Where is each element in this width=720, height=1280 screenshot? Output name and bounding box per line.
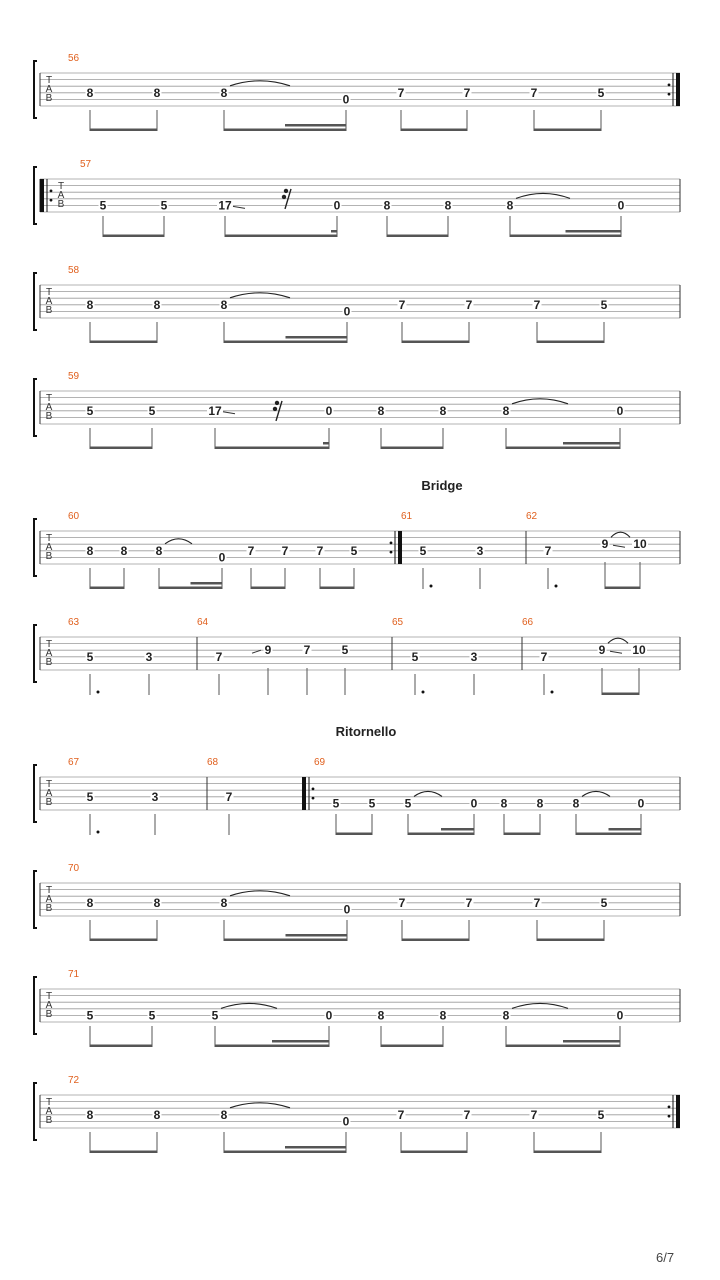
fret-number: 3 xyxy=(145,649,153,664)
note-beam xyxy=(506,447,620,450)
tab-clef-letter: T xyxy=(45,75,53,86)
fret-number: 8 xyxy=(153,1107,161,1122)
tab-system xyxy=(34,724,680,835)
rhythm-dot xyxy=(422,691,425,694)
fret-number: 5 xyxy=(350,543,358,558)
system-bracket xyxy=(34,871,37,928)
system-bracket xyxy=(34,519,37,576)
fret-number: 8 xyxy=(444,198,452,213)
tab-clef-letter: B xyxy=(45,551,53,562)
fret-number: 7 xyxy=(303,643,311,658)
tie-arc xyxy=(230,891,290,896)
note-beam xyxy=(563,1040,620,1043)
tie-arc xyxy=(230,81,290,86)
measure-number: 68 xyxy=(207,757,219,768)
measure-number: 64 xyxy=(197,617,209,628)
fret-number: 8 xyxy=(377,1008,385,1023)
note-beam xyxy=(90,939,157,942)
fret-number: 10 xyxy=(633,537,647,552)
measure-number: 63 xyxy=(68,617,80,628)
fret-number: 7 xyxy=(215,649,223,664)
fret-number: 5 xyxy=(600,297,608,312)
note-beam xyxy=(285,1146,346,1149)
system-bracket xyxy=(34,765,37,822)
note-beam xyxy=(510,235,621,238)
note-beam xyxy=(286,934,348,937)
tab-clef-letter: A xyxy=(57,190,65,201)
measure xyxy=(68,371,680,449)
fret-number: 0 xyxy=(637,796,645,811)
fret-number: 7 xyxy=(397,85,405,100)
fret-number: 7 xyxy=(533,297,541,312)
rhythm-dot xyxy=(555,585,558,588)
note-beam xyxy=(602,693,639,696)
measure xyxy=(68,757,207,835)
fret-number: 8 xyxy=(220,895,228,910)
note-beam xyxy=(90,447,152,450)
slide-mark xyxy=(233,206,245,208)
fret-number: 0 xyxy=(343,304,351,319)
fret-number: 7 xyxy=(398,297,406,312)
tie-arc xyxy=(582,791,610,796)
rhythm-dot xyxy=(97,691,100,694)
note-beam xyxy=(224,939,347,942)
fret-number: 7 xyxy=(540,649,548,664)
tie-arc xyxy=(221,1003,277,1008)
fret-number: 7 xyxy=(281,543,289,558)
fret-number: 8 xyxy=(86,543,94,558)
note-beam xyxy=(566,230,622,233)
fret-number: 0 xyxy=(325,403,333,418)
tab-system xyxy=(34,371,680,449)
fret-number: 5 xyxy=(86,1008,94,1023)
fret-number: 8 xyxy=(86,1107,94,1122)
repeat-dot xyxy=(390,542,393,545)
tab-clef-letter: T xyxy=(45,393,53,404)
fret-number: 3 xyxy=(151,789,159,804)
tab-clef-letter: T xyxy=(57,181,65,192)
note-beam xyxy=(381,1045,443,1048)
note-beam xyxy=(534,1151,601,1154)
fret-number: 5 xyxy=(160,198,168,213)
fret-number: 8 xyxy=(383,198,391,213)
fret-number: 8 xyxy=(502,1008,510,1023)
tab-clef-letter: B xyxy=(45,1009,53,1020)
tie-arc xyxy=(230,1103,290,1108)
system-bracket xyxy=(34,61,37,118)
fret-number: 8 xyxy=(220,297,228,312)
note-beam xyxy=(103,235,164,238)
note-beam xyxy=(537,939,604,942)
fret-number: 5 xyxy=(419,543,427,558)
fret-number: 8 xyxy=(86,85,94,100)
tab-clef-letter: A xyxy=(45,402,53,413)
measure-number: 70 xyxy=(68,863,80,874)
tie-arc xyxy=(230,293,290,298)
tab-clef-letter: T xyxy=(45,287,53,298)
section-title: Bridge xyxy=(421,478,463,493)
fret-number: 8 xyxy=(153,297,161,312)
fret-number: 8 xyxy=(153,895,161,910)
note-beam xyxy=(401,1151,467,1154)
tab-clef-letter: A xyxy=(45,84,53,95)
repeat-thick-bar xyxy=(676,1095,680,1128)
repeat-dot xyxy=(668,1115,671,1118)
tab-system xyxy=(34,53,680,131)
measure-number: 66 xyxy=(522,617,534,628)
measure xyxy=(522,617,680,695)
tab-clef-letter: B xyxy=(45,797,53,808)
tab-clef-letter: B xyxy=(45,1115,53,1126)
rest-flag xyxy=(275,401,279,405)
measure xyxy=(401,511,526,589)
fret-number: 8 xyxy=(439,403,447,418)
system-bracket xyxy=(34,625,37,682)
fret-number: 7 xyxy=(463,1107,471,1122)
fret-number: 10 xyxy=(632,643,646,658)
measure-number: 72 xyxy=(68,1075,80,1086)
fret-number: 5 xyxy=(597,85,605,100)
fret-number: 0 xyxy=(342,1114,350,1129)
note-beam xyxy=(285,124,346,127)
tie-arc xyxy=(611,532,630,537)
tab-clef-letter: A xyxy=(45,1000,53,1011)
repeat-thick-bar xyxy=(398,531,402,564)
note-beam xyxy=(506,1045,620,1048)
note-beam xyxy=(224,341,347,344)
fret-number: 7 xyxy=(465,895,473,910)
note-beam xyxy=(224,129,346,132)
measure xyxy=(68,863,680,941)
fret-number: 7 xyxy=(397,1107,405,1122)
fret-number: 7 xyxy=(463,85,471,100)
fret-number: 0 xyxy=(325,1008,333,1023)
repeat-thick-bar xyxy=(676,73,680,106)
note-beam xyxy=(402,341,469,344)
rest-flag xyxy=(273,407,277,411)
note-beam xyxy=(605,587,640,590)
measure-number: 59 xyxy=(68,371,80,382)
note-beam xyxy=(401,129,467,132)
tab-system xyxy=(34,863,680,941)
measure xyxy=(68,53,680,131)
fret-number: 0 xyxy=(343,902,351,917)
fret-number: 8 xyxy=(220,85,228,100)
fret-number: 8 xyxy=(86,895,94,910)
note-beam xyxy=(191,582,223,585)
fret-number: 7 xyxy=(544,543,552,558)
fret-number: 0 xyxy=(470,796,478,811)
fret-number: 8 xyxy=(377,403,385,418)
tab-clef-letter: A xyxy=(45,1106,53,1117)
tab-clef-letter: T xyxy=(45,991,53,1002)
tab-clef-letter: B xyxy=(45,657,53,668)
fret-number: 8 xyxy=(500,796,508,811)
fret-number: 8 xyxy=(502,403,510,418)
note-beam xyxy=(537,341,604,344)
note-beam xyxy=(336,833,372,836)
measure xyxy=(526,511,680,589)
rhythm-dot xyxy=(97,831,100,834)
measure-number: 65 xyxy=(392,617,404,628)
fret-number: 8 xyxy=(155,543,163,558)
repeat-dot xyxy=(312,797,315,800)
fret-number: 8 xyxy=(220,1107,228,1122)
tab-clef-letter: B xyxy=(57,199,65,210)
fret-number: 8 xyxy=(506,198,514,213)
measure-number: 58 xyxy=(68,265,80,276)
fret-number: 3 xyxy=(476,543,484,558)
fret-number: 5 xyxy=(86,403,94,418)
note-beam xyxy=(402,939,469,942)
note-beam xyxy=(251,587,285,590)
measure xyxy=(392,617,522,695)
tab-clef-letter: T xyxy=(45,1097,53,1108)
fret-number: 0 xyxy=(617,198,625,213)
repeat-thick-bar xyxy=(40,179,44,212)
slide-mark xyxy=(613,545,625,547)
repeat-dot xyxy=(50,190,53,193)
tab-system xyxy=(34,969,680,1047)
fret-number: 5 xyxy=(86,789,94,804)
tie-arc xyxy=(165,539,192,544)
fret-number: 17 xyxy=(208,403,222,418)
fret-number: 5 xyxy=(600,895,608,910)
measure-number: 60 xyxy=(68,511,80,522)
fret-number: 7 xyxy=(530,85,538,100)
tab-clef-letter: T xyxy=(45,639,53,650)
measure-number: 56 xyxy=(68,53,80,64)
fret-number: 0 xyxy=(333,198,341,213)
repeat-dot xyxy=(668,84,671,87)
measure xyxy=(68,1075,680,1153)
fret-number: 5 xyxy=(148,403,156,418)
rest-flag xyxy=(282,195,286,199)
fret-number: 5 xyxy=(211,1008,219,1023)
tie-arc xyxy=(414,791,442,796)
note-beam xyxy=(504,833,540,836)
system-bracket xyxy=(34,273,37,330)
note-beam xyxy=(90,341,157,344)
fret-number: 17 xyxy=(218,198,232,213)
measure xyxy=(68,617,197,695)
fret-number: 9 xyxy=(264,643,272,658)
fret-number: 7 xyxy=(465,297,473,312)
fret-number: 3 xyxy=(470,649,478,664)
fret-number: 5 xyxy=(404,796,412,811)
measure xyxy=(207,757,304,835)
fret-number: 9 xyxy=(598,643,606,658)
page-number: 6/7 xyxy=(656,1250,675,1265)
note-beam xyxy=(441,828,474,831)
measure-number: 71 xyxy=(68,969,80,980)
fret-number: 0 xyxy=(616,1008,624,1023)
fret-number: 5 xyxy=(86,649,94,664)
repeat-thick-bar xyxy=(302,777,306,810)
fret-number: 5 xyxy=(368,796,376,811)
note-beam xyxy=(90,1045,152,1048)
tab-clef-letter: B xyxy=(45,903,53,914)
tab-clef-letter: A xyxy=(45,894,53,905)
measure-number: 62 xyxy=(526,511,538,522)
tab-clef-letter: T xyxy=(45,533,53,544)
measure xyxy=(197,617,392,695)
fret-number: 5 xyxy=(99,198,107,213)
rhythm-dot xyxy=(430,585,433,588)
tab-system xyxy=(34,478,680,589)
note-beam xyxy=(387,235,448,238)
measure xyxy=(302,757,680,835)
fret-number: 5 xyxy=(148,1008,156,1023)
fret-number: 8 xyxy=(439,1008,447,1023)
repeat-dot xyxy=(390,551,393,554)
tie-arc xyxy=(512,399,568,404)
note-beam xyxy=(272,1040,329,1043)
system-bracket xyxy=(34,977,37,1034)
note-beam xyxy=(320,587,354,590)
measure-number: 67 xyxy=(68,757,80,768)
measure-number: 57 xyxy=(80,159,92,170)
fret-number: 7 xyxy=(316,543,324,558)
tie-arc xyxy=(516,193,570,198)
note-beam xyxy=(224,1151,346,1154)
tab-system xyxy=(34,617,680,695)
note-beam xyxy=(609,828,642,831)
tie-arc xyxy=(512,1003,568,1008)
note-beam xyxy=(159,587,222,590)
measure xyxy=(68,511,402,589)
measure-number: 61 xyxy=(401,511,413,522)
fret-number: 0 xyxy=(616,403,624,418)
tab-clef-letter: A xyxy=(45,648,53,659)
note-beam xyxy=(215,1045,329,1048)
fret-number: 7 xyxy=(398,895,406,910)
tab-clef-letter: A xyxy=(45,542,53,553)
note-beam xyxy=(331,230,337,233)
tab-clef-letter: T xyxy=(45,885,53,896)
fret-number: 8 xyxy=(153,85,161,100)
measure xyxy=(68,265,680,343)
note-beam xyxy=(215,447,329,450)
fret-number: 0 xyxy=(218,550,226,565)
section-title: Ritornello xyxy=(335,724,397,739)
note-beam xyxy=(90,129,157,132)
note-beam xyxy=(225,235,337,238)
tab-clef-letter: A xyxy=(45,788,53,799)
note-beam xyxy=(381,447,443,450)
system-bracket xyxy=(34,1083,37,1140)
fret-number: 0 xyxy=(342,92,350,107)
fret-number: 9 xyxy=(601,537,609,552)
fret-number: 7 xyxy=(247,543,255,558)
tab-clef-letter: B xyxy=(45,305,53,316)
measure-number: 69 xyxy=(314,757,326,768)
tie-arc xyxy=(608,638,628,643)
tab-clef-letter: B xyxy=(45,93,53,104)
note-beam xyxy=(563,442,620,445)
system-bracket xyxy=(34,167,37,224)
note-beam xyxy=(286,336,348,339)
fret-number: 5 xyxy=(411,649,419,664)
fret-number: 7 xyxy=(530,1107,538,1122)
repeat-dot xyxy=(668,1106,671,1109)
note-beam xyxy=(534,129,601,132)
tab-clef-letter: T xyxy=(45,779,53,790)
measure xyxy=(80,159,680,237)
tab-clef-letter: A xyxy=(45,296,53,307)
tab-system xyxy=(34,159,680,237)
fret-number: 8 xyxy=(86,297,94,312)
repeat-dot xyxy=(668,93,671,96)
fret-number: 5 xyxy=(597,1107,605,1122)
tab-system xyxy=(34,1075,680,1153)
rest-flag xyxy=(284,189,288,193)
slide-mark xyxy=(252,650,261,653)
slide-mark xyxy=(223,412,235,414)
fret-number: 5 xyxy=(332,796,340,811)
tab-system xyxy=(34,265,680,343)
note-beam xyxy=(408,833,474,836)
rhythm-dot xyxy=(551,691,554,694)
note-beam xyxy=(90,1151,157,1154)
note-beam xyxy=(90,587,124,590)
measure xyxy=(68,969,680,1047)
fret-number: 8 xyxy=(572,796,580,811)
note-beam xyxy=(576,833,641,836)
slide-mark xyxy=(610,651,622,653)
fret-number: 8 xyxy=(536,796,544,811)
repeat-dot xyxy=(50,199,53,202)
fret-number: 7 xyxy=(225,789,233,804)
system-bracket xyxy=(34,379,37,436)
fret-number: 5 xyxy=(341,643,349,658)
fret-number: 7 xyxy=(533,895,541,910)
tab-clef-letter: B xyxy=(45,411,53,422)
fret-number: 8 xyxy=(120,543,128,558)
note-beam xyxy=(323,442,329,445)
repeat-dot xyxy=(312,788,315,791)
